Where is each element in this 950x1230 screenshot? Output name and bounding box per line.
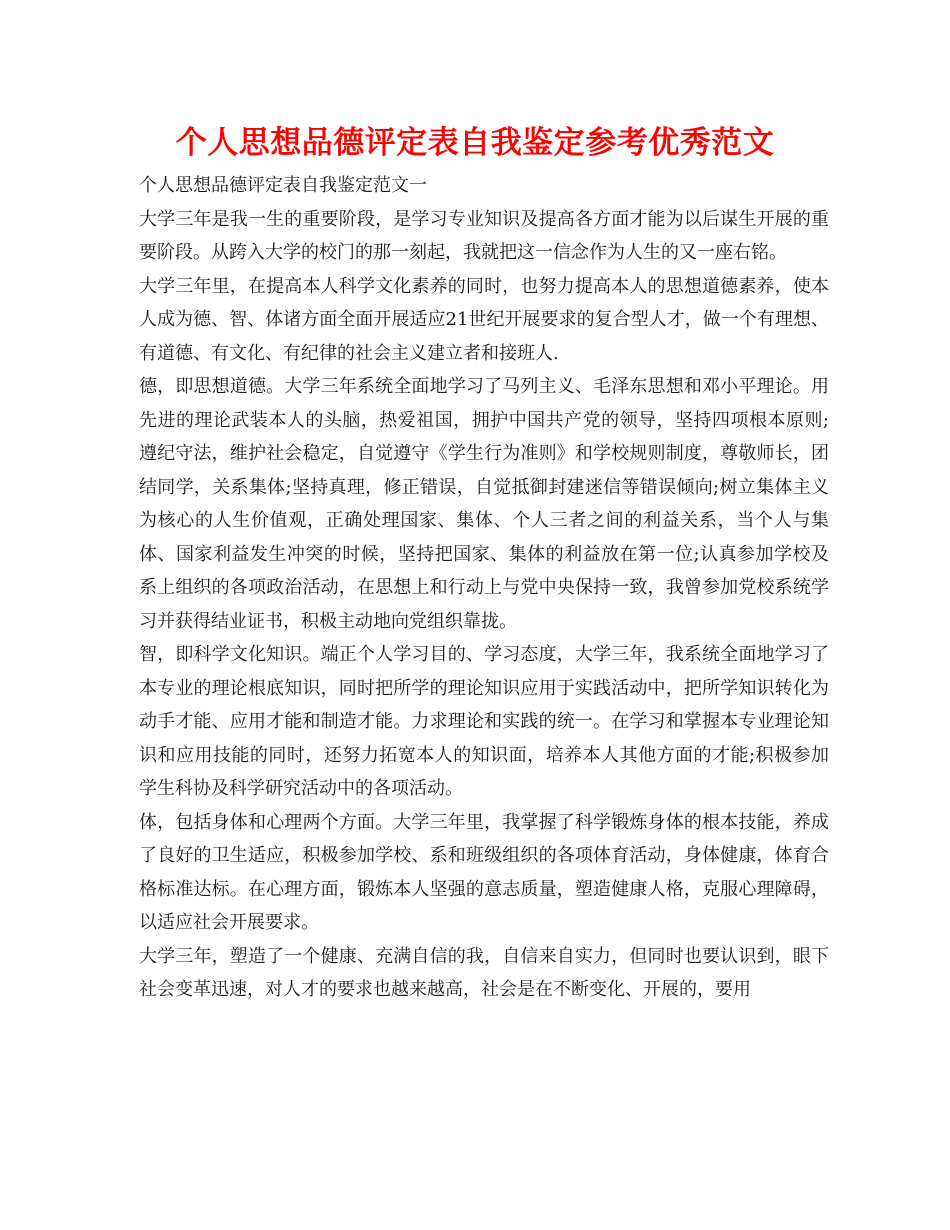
- paragraph-physical: 体，包括身体和心理两个方面。大学三年里，我掌握了科学锻炼身体的根本技能，养成了良好的卫生适应，积极参加学校、系和班级组织的各项体育活动，身体健康，体育合格标准达标。在心理方面，锻炼本人坚强的意志质量，塑造健康人格，克服心理障碍，以适应社会开展要求。: [139, 811, 829, 933]
- paragraph-morality: 德，即思想道德。大学三年系统全面地学习了马列主义、毛泽东思想和邓小平理论。用先进的理论武装本人的头脑，热爱祖国，拥护中国共产党的领导，坚持四项根本原则;遵纪守法，维护社会稳定，自觉遵守《学生行为准则》和学校规则制度，尊敬师长，团结同学，关系集体;坚持真理，修正错误，自觉抵御封建迷信等错误倾向;树立集体主义为核心的人生价值观，正确处理国家、集体、个人三者之间的利益关系，当个人与集体、国家利益发生冲突的时候，坚持把国家、集体的利益放在第一位;认真参加学校及系上组织的各项政治活动，在思想上和行动上与党中央保持一致，我曾参加党校系统学习并获得结业证书，积极主动地向党组织靠拢。: [139, 376, 829, 632]
- paragraph-knowledge: 智，即科学文化知识。端正个人学习目的、学习态度，大学三年，我系统全面地学习了本专业的理论根底知识，同时把所学的理论知识应用于实践活动中，把所学知识转化为动手才能、应用才能和制造才能。力求理论和实践的统一。在学习和掌握本专业理论知识和应用技能的同时，还努力拓宽本人的知识面，培养本人其他方面的才能;积极参加学生科协及科学研究活动中的各项活动。: [139, 644, 829, 799]
- document-subtitle: 个人思想品德评定表自我鉴定范文一: [139, 175, 427, 196]
- document-title: 个人思想品德评定表自我鉴定参考优秀范文: [175, 125, 775, 161]
- paragraph-summary: 大学三年，塑造了一个健康、充满自信的我，自信来自实力，但同时也要认识到，眼下社会变革迅速，对人才的要求也越来越高，社会是在不断变化、开展的，要用: [139, 945, 829, 1000]
- paragraph-goals: 大学三年里，在提高本人科学文化素养的同时，也努力提高本人的思想道德素养，使本人成为德、智、体诸方面全面开展适应21世纪开展要求的复合型人才，做一个有理想、有道德、有文化、有纪律的社会主义建立者和接班人.: [139, 275, 829, 364]
- document-body: [139, 169, 829, 1007]
- paragraph-intro: 大学三年是我一生的重要阶段，是学习专业知识及提高各方面才能为以后谋生开展的重要阶段。从跨入大学的校门的那一刻起，我就把这一信念作为人生的又一座右铭。: [139, 208, 829, 263]
